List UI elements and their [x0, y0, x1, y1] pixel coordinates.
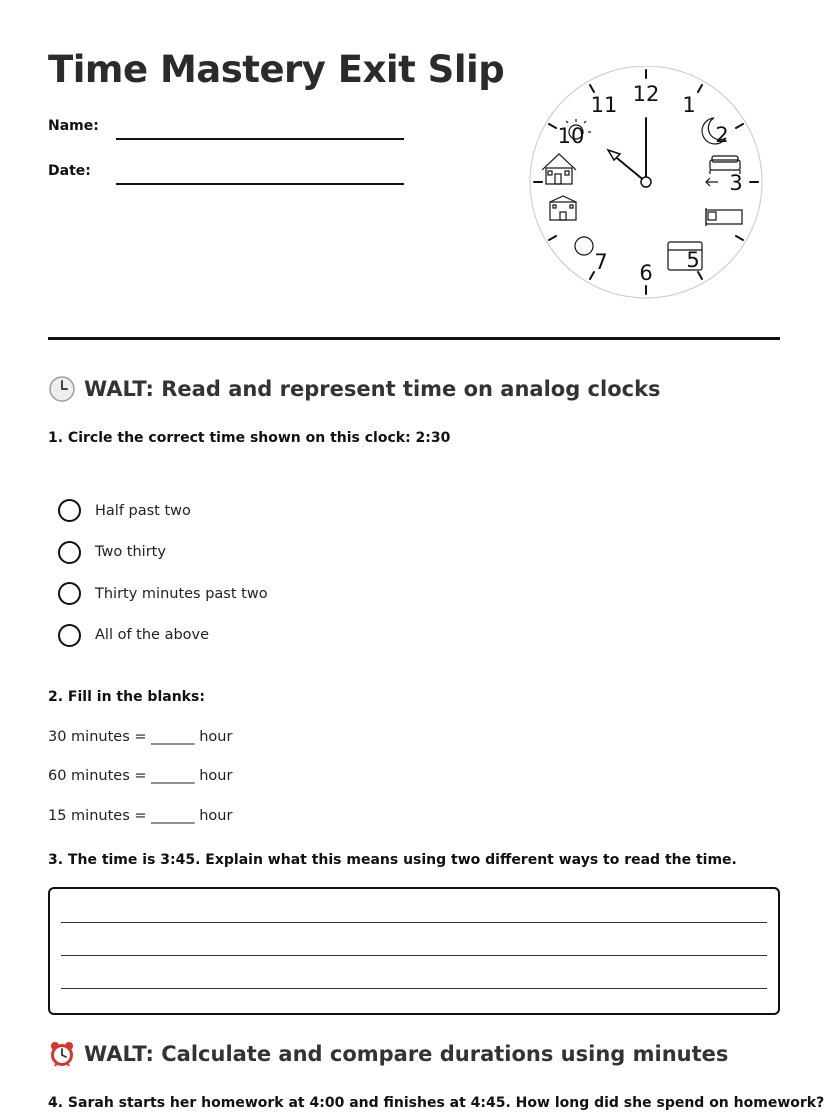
q1-option-label: Half past two — [95, 502, 191, 519]
q3-answer-box[interactable] — [48, 887, 780, 1015]
clock-center — [641, 177, 651, 187]
clock-num-5: 5 — [686, 248, 700, 272]
clock-num-1: 1 — [682, 93, 696, 117]
q1-option-label: Two thirty — [95, 544, 166, 561]
q1-options — [58, 490, 268, 656]
question-4: 4. Sarah starts her homework at 4:00 and finishes at 4:45. How long did she spend on homework? — [48, 1095, 825, 1111]
radio-circle[interactable] — [58, 541, 81, 564]
q1-option[interactable] — [58, 490, 268, 532]
page-title: Time Mastery Exit Slip — [48, 48, 505, 91]
answer-line — [61, 955, 767, 956]
radio-circle[interactable] — [58, 582, 81, 605]
fill-blank-row[interactable]: 15 minutes = ______ hour — [48, 808, 233, 824]
radio-circle[interactable] — [58, 624, 81, 647]
question-3: 3. The time is 3:45. Explain what this means using two different ways to read the time. — [48, 852, 737, 868]
section1-heading: WALT: Read and represent time on analog clocks — [84, 377, 661, 401]
q1-option[interactable] — [58, 573, 268, 615]
answer-line — [61, 988, 767, 989]
q1-option-label: All of the above — [95, 627, 210, 644]
fill-blank-row[interactable]: 60 minutes = ______ hour — [48, 768, 233, 784]
clock-face-icon — [48, 375, 76, 403]
section2-heading-row — [48, 1040, 728, 1068]
clock-num-11: 11 — [590, 93, 618, 117]
q1-option[interactable] — [58, 532, 268, 574]
name-field[interactable] — [116, 138, 404, 140]
section2-heading: WALT: Calculate and compare durations using minutes — [84, 1042, 729, 1066]
date-label: Date: — [48, 163, 91, 179]
clock-num-12: 12 — [632, 82, 660, 106]
clock-svg — [528, 66, 764, 302]
clock-illustration — [528, 66, 764, 302]
header-divider — [48, 337, 780, 340]
question-1: 1. Circle the correct time shown on this clock: 2:30 — [48, 430, 451, 446]
question-2: 2. Fill in the blanks: — [48, 689, 205, 705]
radio-circle[interactable] — [58, 499, 81, 522]
clock-num-10: 10 — [557, 124, 585, 148]
clock-num-6: 6 — [639, 261, 653, 285]
clock-num-7: 7 — [594, 250, 608, 274]
date-field[interactable] — [116, 183, 404, 185]
clock-num-2: 2 — [715, 123, 729, 147]
section1-heading-row — [48, 375, 661, 403]
q1-option-label: Thirty minutes past two — [95, 585, 268, 602]
clock-num-3: 3 — [729, 171, 743, 195]
q1-option[interactable] — [58, 615, 268, 657]
alarm-clock-icon — [48, 1040, 76, 1068]
fill-blank-row[interactable]: 30 minutes = ______ hour — [48, 729, 233, 745]
answer-line — [61, 922, 767, 923]
name-label: Name: — [48, 118, 99, 134]
